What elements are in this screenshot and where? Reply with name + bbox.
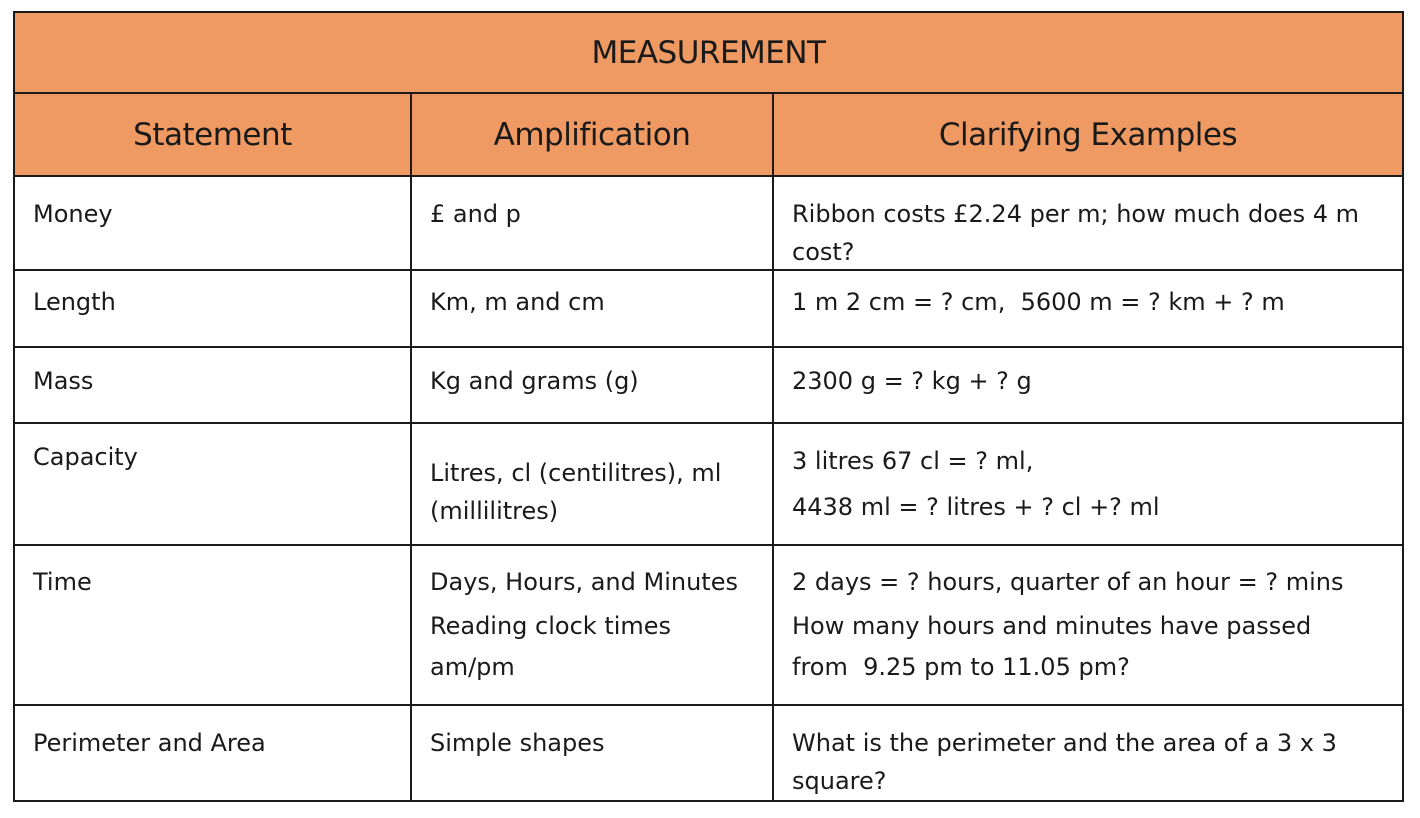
amplification-line: Kg and grams (g) bbox=[430, 367, 639, 395]
measurement-table bbox=[13, 11, 1404, 802]
example-line: 2 days = ? hours, quarter of an hour = ? mins bbox=[792, 568, 1344, 596]
header-statement: Statement bbox=[15, 94, 412, 175]
amplification-cell bbox=[412, 424, 774, 544]
statement-cell bbox=[15, 424, 412, 544]
example-line: How many hours and minutes have passed bbox=[792, 612, 1312, 640]
amplification-line: am/pm bbox=[430, 653, 515, 681]
example-line: 2300 g = ? kg + ? g bbox=[792, 367, 1032, 395]
example-line: 1 m 2 cm = ? cm, 5600 m = ? km + ? m bbox=[792, 288, 1285, 316]
amplification-line: Km, m and cm bbox=[430, 288, 605, 316]
statement-text: Time bbox=[33, 568, 92, 596]
amplification-cell bbox=[412, 177, 774, 269]
statement-text: Mass bbox=[33, 367, 94, 395]
example-line: from 9.25 pm to 11.05 pm? bbox=[792, 653, 1130, 681]
header-row bbox=[15, 94, 1402, 177]
statement-text: Capacity bbox=[33, 443, 138, 471]
examples-cell bbox=[774, 546, 1402, 704]
example-line: What is the perimeter and the area of a 3 x 3 bbox=[792, 729, 1337, 757]
amplification-line: £ and p bbox=[430, 200, 521, 228]
amplification-cell bbox=[412, 348, 774, 422]
table-title: MEASUREMENT bbox=[15, 13, 1402, 94]
examples-cell bbox=[774, 177, 1402, 269]
header-clarifying-examples: Clarifying Examples bbox=[938, 116, 1238, 153]
examples-cell bbox=[774, 271, 1402, 346]
examples-cell bbox=[774, 424, 1402, 544]
statement-cell bbox=[15, 706, 412, 801]
example-line: 4438 ml = ? litres + ? cl +? ml bbox=[792, 493, 1160, 521]
table-row bbox=[15, 348, 1402, 424]
statement-text: Money bbox=[33, 200, 113, 228]
statement-cell bbox=[15, 177, 412, 269]
example-line: square? bbox=[792, 767, 887, 795]
table-row bbox=[15, 546, 1402, 706]
statement-cell bbox=[15, 546, 412, 704]
amplification-line: Days, Hours, and Minutes bbox=[430, 568, 738, 596]
table-row bbox=[15, 271, 1402, 348]
statement-text: Perimeter and Area bbox=[33, 729, 266, 757]
example-line: cost? bbox=[792, 238, 855, 266]
table-row bbox=[15, 424, 1402, 546]
example-line: 3 litres 67 cl = ? ml, bbox=[792, 447, 1034, 475]
table-row bbox=[15, 706, 1402, 801]
amplification-cell bbox=[412, 271, 774, 346]
header-amplification: Amplification bbox=[412, 94, 774, 175]
amplification-line: (millilitres) bbox=[430, 497, 559, 525]
example-line: Ribbon costs £2.24 per m; how much does 4 m bbox=[792, 200, 1360, 228]
examples-cell bbox=[774, 348, 1402, 422]
examples-cell bbox=[774, 706, 1402, 801]
amplification-line: Reading clock times bbox=[430, 612, 672, 640]
table-row bbox=[15, 177, 1402, 271]
amplification-cell bbox=[412, 546, 774, 704]
statement-cell bbox=[15, 348, 412, 422]
amplification-cell bbox=[412, 706, 774, 801]
amplification-line: Litres, cl (centilitres), ml bbox=[430, 459, 722, 487]
statement-cell bbox=[15, 271, 412, 346]
statement-text: Length bbox=[33, 288, 116, 316]
amplification-line: Simple shapes bbox=[430, 729, 605, 757]
